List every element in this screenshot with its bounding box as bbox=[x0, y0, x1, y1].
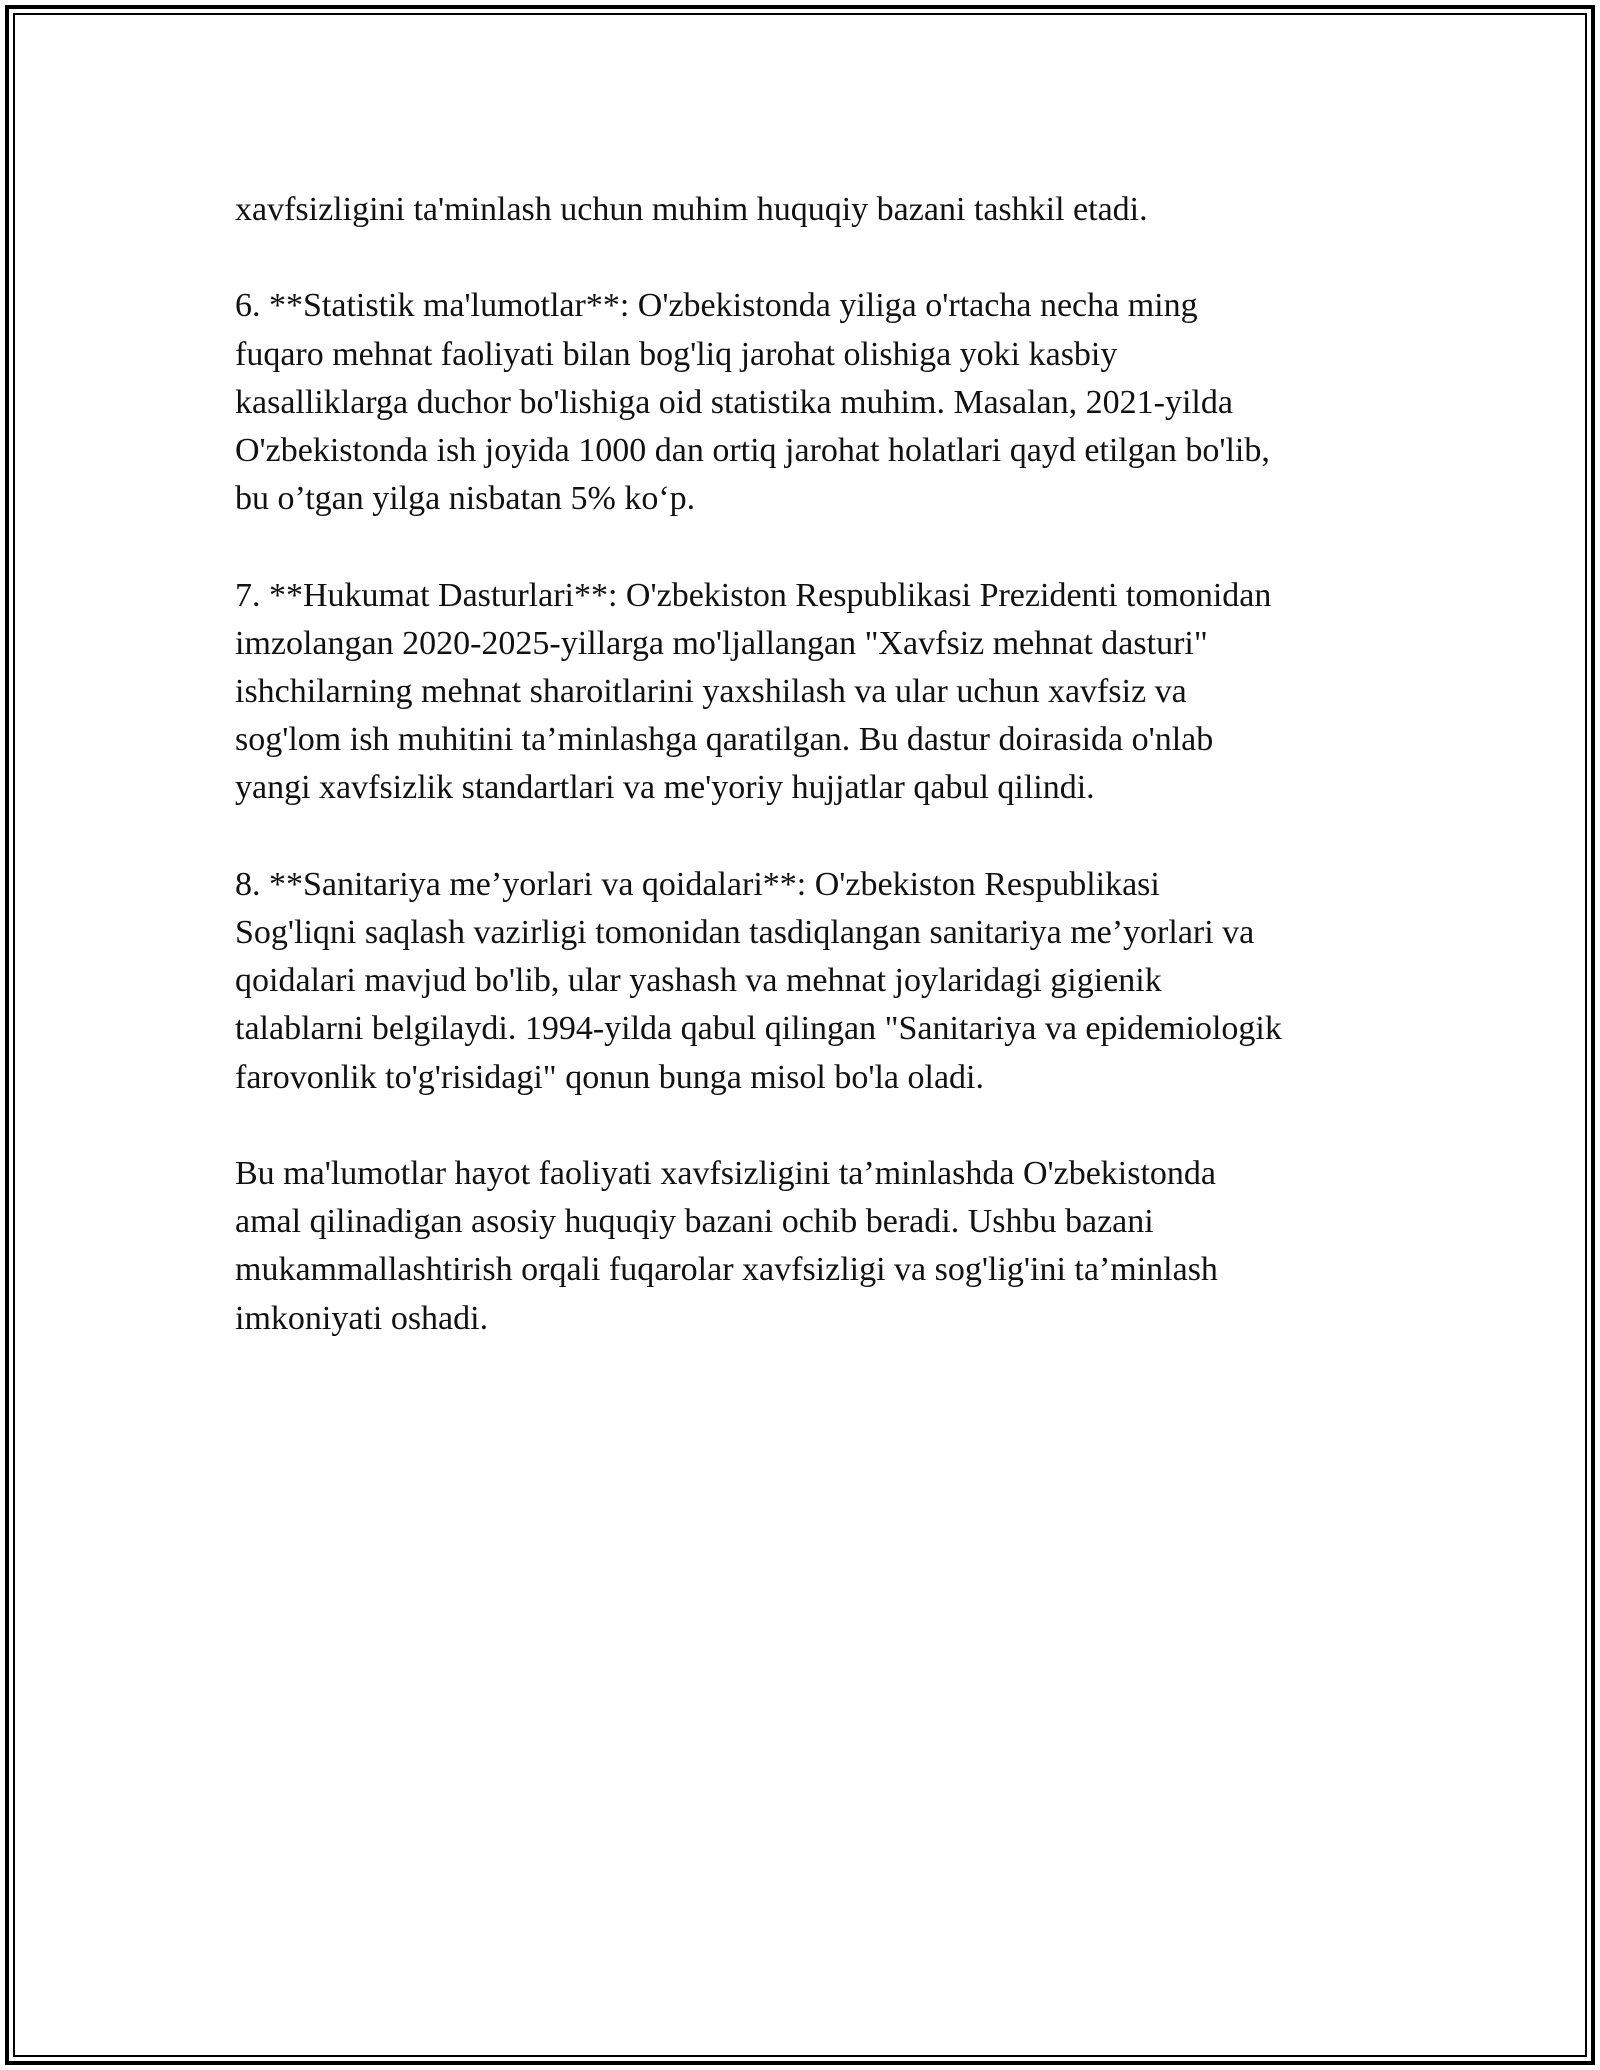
document-body bbox=[235, 186, 1385, 1391]
paragraph-government-programs: 7. **Hukumat Dasturlari**: O'zbekiston Respublikasi Prezidenti tomonidan imzolangan 2020-2025-yillarga mo'ljallangan "Xavfsiz mehnat dasturi" ishchilarning mehnat sharoitlarini yaxshilash va ular uchun xavfsiz va sog'lom ish muhitini ta’minlashga qaratilgan. Bu dastur doirasida o'nlab yangi xavfsizlik standartlari va me'yoriy hujjatlar qabul qilindi. bbox=[235, 576, 1272, 807]
paragraph-statistics: 6. **Statistik ma'lumotlar**: O'zbekistonda yiliga o'rtacha necha ming fuqaro mehnat faoliyati bilan bog'liq jarohat olishiga yoki kasbiy kasalliklarga duchor bo'lishiga oid statistika muhim. Masalan, 2021-yilda O'zbekistonda ish joyida 1000 dan ortiq jarohat holatlari qayd etilgan bo'lib, bu o’tgan yilga nisbatan 5% ko‘p. bbox=[235, 287, 1270, 518]
paragraph-conclusion: Bu ma'lumotlar hayot faoliyati xavfsizligini ta’minlashda O'zbekistonda amal qilinadigan asosiy huquqiy bazani ochib beradi. Ushbu bazani mukammallashtirish orqali fuqarolar xavfsizligi va sog'lig'ini ta’minlash imkoniyati oshadi. bbox=[235, 1155, 1218, 1337]
paragraph-continuation: xavfsizligini ta'minlash uchun muhim huquqiy bazani tashkil etadi. bbox=[235, 191, 1148, 228]
paragraph-sanitary-norms: 8. **Sanitariya me’yorlari va qoidalari**: O'zbekiston Respublikasi Sog'liqni saqlash vazirligi tomonidan tasdiqlangan sanitariya me’yorlari va qoidalari mavjud bo'lib, ular yashash va mehnat joylaridagi gigienik talablarni belgilaydi. 1994-yilda qabul qilingan "Sanitariya va epidemiologik farovonlik to'g'risidagi" qonun bunga misol bo'la oladi. bbox=[235, 865, 1282, 1096]
